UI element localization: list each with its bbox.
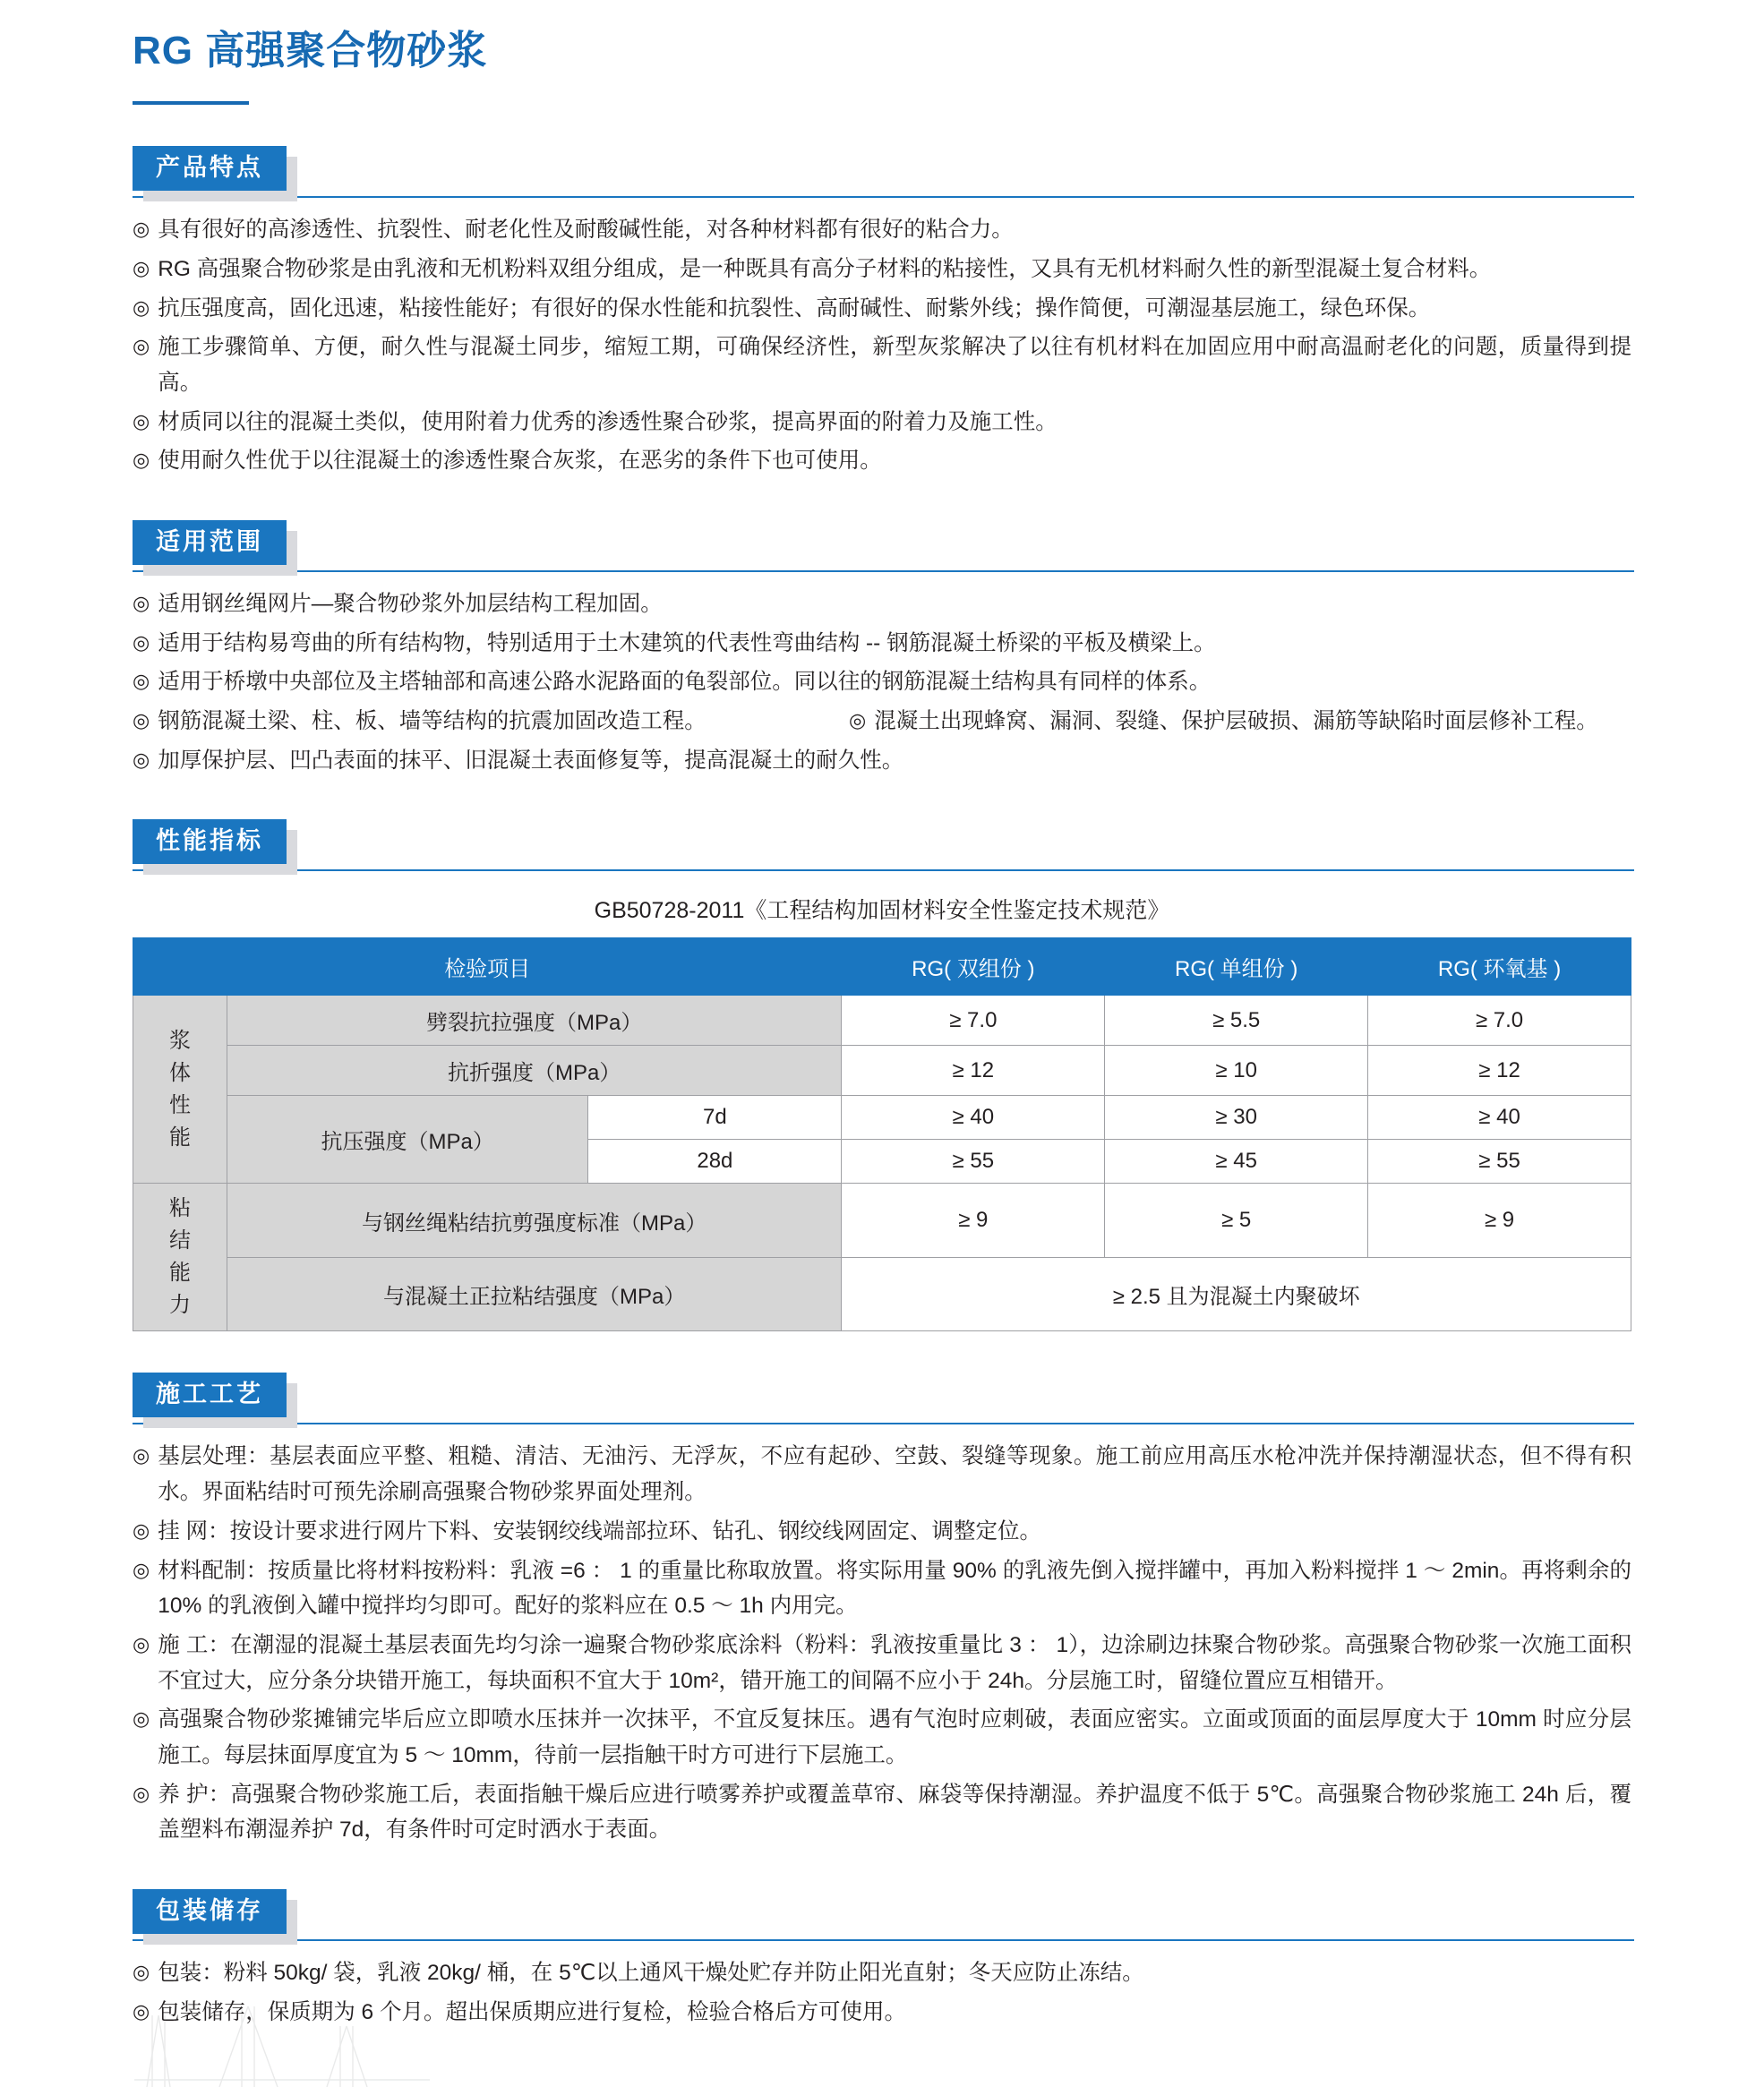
row-group-bond: 粘 结 能 力: [133, 1184, 227, 1331]
cell-item-name: 抗压强度（MPa）: [227, 1096, 588, 1184]
cell-item-name: 与混凝土正拉粘结强度（MPa）: [227, 1257, 842, 1331]
list-item-text: 抗压强度高，固化迅速，粘接性能好；有很好的保水性能和抗裂性、高耐碱性、耐紫外线；操作简便，可潮湿基层施工，绿色环保。: [158, 295, 1431, 321]
list-item-text: 养 护：高强聚合物砂浆施工后，表面指触干燥后应进行喷雾养护或覆盖草帘、麻袋等保持潮湿。养护温度不低于 5℃。高强聚合物砂浆施工 24h 后，覆盖塑料布潮湿养护 7d，有条件时可定时洒水于表面。: [158, 1782, 1631, 1843]
list-item: [133, 329, 1631, 400]
packaging-list: [133, 1955, 1631, 2030]
cell-value: ≥ 7.0: [842, 996, 1105, 1046]
process-list: [133, 1439, 1631, 1848]
list-item: [133, 1553, 1631, 1624]
cell-value: ≥ 12: [1368, 1046, 1631, 1096]
bullet-icon: ◎: [133, 1707, 150, 1731]
section-tag-label: 施工工艺: [133, 1373, 287, 1417]
table-row: [133, 996, 1631, 1046]
scope-list: [133, 586, 1631, 778]
cell-value: ≥ 5: [1105, 1184, 1368, 1258]
bullet-icon: ◎: [133, 1782, 150, 1805]
table-row: [133, 1046, 1631, 1096]
bullet-icon: ◎: [133, 335, 150, 358]
bullet-icon: ◎: [133, 748, 150, 771]
table-header-row: [133, 938, 1631, 996]
cell-value: ≥ 7.0: [1368, 996, 1631, 1046]
table-body: [133, 996, 1631, 1331]
bullet-icon: ◎: [133, 218, 150, 241]
list-item-text: 加厚保护层、凹凸表面的抹平、旧混凝土表面修复等，提高混凝土的耐久性。: [158, 748, 904, 773]
bullet-icon: ◎: [133, 1999, 150, 2023]
list-item-text: 材质同以往的混凝土类似，使用附着力优秀的渗透性聚合砂浆，提高界面的附着力及施工性。: [158, 409, 1058, 434]
list-item: [133, 743, 1631, 779]
bullet-icon: ◎: [133, 1518, 150, 1542]
cell-item-name: 劈裂抗拉强度（MPa）: [227, 996, 842, 1046]
section-features: [0, 146, 1764, 479]
title-underline: [133, 101, 249, 105]
list-item-text: 高强聚合物砂浆摊铺完毕后应立即喷水压抹并一次抹平，不宜反复抹压。遇有气泡时应刺破，表面应密实。立面或顶面的面层厚度大于 10mm 时应分层施工。每层抹面厚度宜为 5 ～ 10mm，待前一层指触干时方可进行下层施工。: [158, 1707, 1631, 1767]
list-item-text: 包装储存，保质期为 6 个月。超出保质期应进行复检，检验合格后方可使用。: [158, 1999, 906, 2024]
list-item: [133, 586, 1631, 622]
list-item: [133, 1702, 1631, 1773]
list-item-text: 材料配制：按质量比将材料按粉料：乳液 =6 ： 1 的重量比称取放置。将实际用量 90% 的乳液先倒入搅拌罐中，再加入粉料搅拌 1 ～ 2min。再将剩余的 10% 的乳液倒入罐中搅拌均匀即可。配好的浆料应在 0.5 ～ 1h 内用完。: [158, 1558, 1631, 1619]
list-item: [133, 664, 1631, 700]
list-item-text: 挂 网：按设计要求进行网片下料、安装钢绞线端部拉环、钻孔、钢绞线网固定、调整定位。: [158, 1518, 1042, 1544]
section-header-process: [133, 1373, 1634, 1419]
list-item-text: RG 高强聚合物砂浆是由乳液和无机粉料双组分组成，是一种既具有高分子材料的粘接性，又具有无机材料耐久性的新型混凝土复合材料。: [158, 256, 1492, 281]
section-header-performance: [133, 819, 1634, 866]
section-header-scope: [133, 520, 1634, 567]
bullet-icon: ◎: [849, 709, 867, 732]
list-item-text: 钢筋混凝土梁、柱、板、墙等结构的抗震加固改造工程。: [158, 709, 706, 734]
list-item-text: 具有很好的高渗透性、抗裂性、耐老化性及耐酸碱性能，对各种材料都有很好的粘合力。: [158, 218, 1014, 243]
list-item: [133, 212, 1631, 248]
section-underline: [133, 1939, 1634, 1941]
list-item-text: 适用于桥墩中央部位及主塔轴部和高速公路水泥路面的龟裂部位。同以往的钢筋混凝土结构具有同样的体系。: [158, 670, 1212, 695]
bullet-icon: ◎: [133, 295, 150, 319]
section-underline: [133, 196, 1634, 198]
list-item: [133, 1514, 1631, 1550]
list-item: [133, 405, 1631, 440]
cell-value: ≥ 9: [1368, 1184, 1631, 1258]
section-underline: [133, 869, 1634, 871]
cell-value: ≥ 9: [842, 1184, 1105, 1258]
bullet-icon: ◎: [133, 256, 150, 279]
column-header-item: 检验项目: [133, 938, 842, 996]
section-scope: [0, 520, 1764, 778]
list-item-text: 使用耐久性优于以往混凝土的渗透性聚合灰浆，在恶劣的条件下也可使用。: [158, 449, 882, 474]
column-header-rg-single: RG( 单组份 ): [1105, 938, 1368, 996]
list-item: [133, 443, 1631, 479]
column-header-rg-epoxy: RG( 环氧基 ): [1368, 938, 1631, 996]
cell-value: ≥ 40: [1368, 1096, 1631, 1140]
cell-value: ≥ 40: [842, 1096, 1105, 1140]
features-list: [133, 212, 1631, 479]
cell-sub-label: 7d: [588, 1096, 842, 1140]
cell-value: ≥ 30: [1105, 1096, 1368, 1140]
bullet-icon: ◎: [133, 1961, 150, 1983]
bullet-icon: ◎: [133, 409, 150, 432]
title-block: [0, 0, 1764, 105]
section-tag-label: 产品特点: [133, 146, 287, 191]
section-header-packaging: [133, 1889, 1634, 1936]
list-item: [133, 1777, 1631, 1848]
performance-table: [133, 937, 1631, 1331]
list-item-text: 混凝土出现蜂窝、漏洞、裂缝、保护层破损、漏筋等缺陷时面层修补工程。: [874, 709, 1598, 734]
cell-item-name: 抗折强度（MPa）: [227, 1046, 842, 1096]
column-header-rg-dual: RG( 双组份 ): [842, 938, 1105, 996]
list-item: [849, 704, 1631, 740]
cell-value: ≥ 45: [1105, 1140, 1368, 1184]
bullet-icon: ◎: [133, 592, 150, 614]
section-performance: [0, 819, 1764, 1331]
cell-value-merged: ≥ 2.5 且为混凝土内聚破坏: [842, 1257, 1631, 1331]
bullet-icon: ◎: [133, 1444, 150, 1467]
table-header: [133, 938, 1631, 996]
table-row: [133, 1257, 1631, 1331]
table-caption: GB50728-2011《工程结构加固材料安全性鉴定技术规范》: [594, 898, 1170, 924]
cell-value: ≥ 55: [1368, 1140, 1631, 1184]
list-item: [133, 252, 1631, 287]
section-packaging: [0, 1889, 1764, 2030]
cell-value: ≥ 12: [842, 1046, 1105, 1096]
list-item: [133, 1628, 1631, 1698]
section-underline: [133, 570, 1634, 572]
cell-value: ≥ 10: [1105, 1046, 1368, 1096]
section-tag-label: 包装储存: [133, 1889, 287, 1934]
bullet-icon: ◎: [133, 709, 150, 732]
section-underline: [133, 1423, 1634, 1424]
cell-sub-label: 28d: [588, 1140, 842, 1184]
section-process: [0, 1373, 1764, 1848]
list-item: [133, 1955, 1631, 1991]
list-item: [133, 291, 1631, 327]
cell-value: ≥ 55: [842, 1140, 1105, 1184]
table-row: [133, 1184, 1631, 1258]
list-item: [133, 1439, 1631, 1510]
list-item: [133, 1995, 1631, 2031]
bullet-icon: ◎: [133, 1632, 150, 1655]
section-tag-label: 适用范围: [133, 520, 287, 565]
page-title: RG 高强聚合物砂浆: [133, 29, 488, 73]
list-item-text: 施 工：在潮湿的混凝土基层表面先均匀涂一遍聚合物砂浆底涂料（粉料：乳液按重量比 3 ： 1），边涂刷边抹聚合物砂浆。高强聚合物砂浆一次施工面积不宜过大，应分条分块错开施工，每块面积不宜大于 10m²，错开施工的间隔不应小于 24h。分层施工时，留缝位置应互相错开。: [158, 1632, 1631, 1693]
bullet-icon: ◎: [133, 670, 150, 693]
row-group-slurry: 浆 体 性 能: [133, 996, 227, 1184]
list-item-text: 包装：粉料 50kg/ 袋，乳液 20kg/ 桶，在 5℃以上通风干燥处贮存并防止阳光直射；冬天应防止冻结。: [158, 1961, 1144, 1985]
bullet-icon: ◎: [133, 1558, 150, 1581]
bullet-icon: ◎: [133, 630, 150, 654]
list-item-text: 施工步骤简单、方便，耐久性与混凝土同步，缩短工期，可确保经济性，新型灰浆解决了以往有机材料在加固应用中耐高温耐老化的问题，质量得到提高。: [158, 335, 1631, 395]
bullet-icon: ◎: [133, 449, 150, 472]
list-item-text: 适用钢丝绳网片—聚合物砂浆外加层结构工程加固。: [158, 592, 663, 616]
section-tag-label: 性能指标: [133, 819, 287, 864]
cell-value: ≥ 5.5: [1105, 996, 1368, 1046]
list-item-pair: [133, 704, 1631, 740]
list-item: [133, 704, 849, 740]
cell-item-name: 与钢丝绳粘结抗剪强度标准（MPa）: [227, 1184, 842, 1258]
section-header-features: [133, 146, 1634, 192]
list-item-text: 基层处理：基层表面应平整、粗糙、清洁、无油污、无浮灰，不应有起砂、空鼓、裂缝等现象。施工前应用高压水枪冲洗并保持潮湿状态，但不得有积水。界面粘结时可预先涂刷高强聚合物砂浆界面处理剂。: [158, 1444, 1631, 1505]
list-item: [133, 626, 1631, 662]
table-row: [133, 1096, 1631, 1140]
list-item-text: 适用于结构易弯曲的所有结构物，特别适用于土木建筑的代表性弯曲结构 -- 钢筋混凝土桥梁的平板及横梁上。: [158, 630, 1216, 655]
